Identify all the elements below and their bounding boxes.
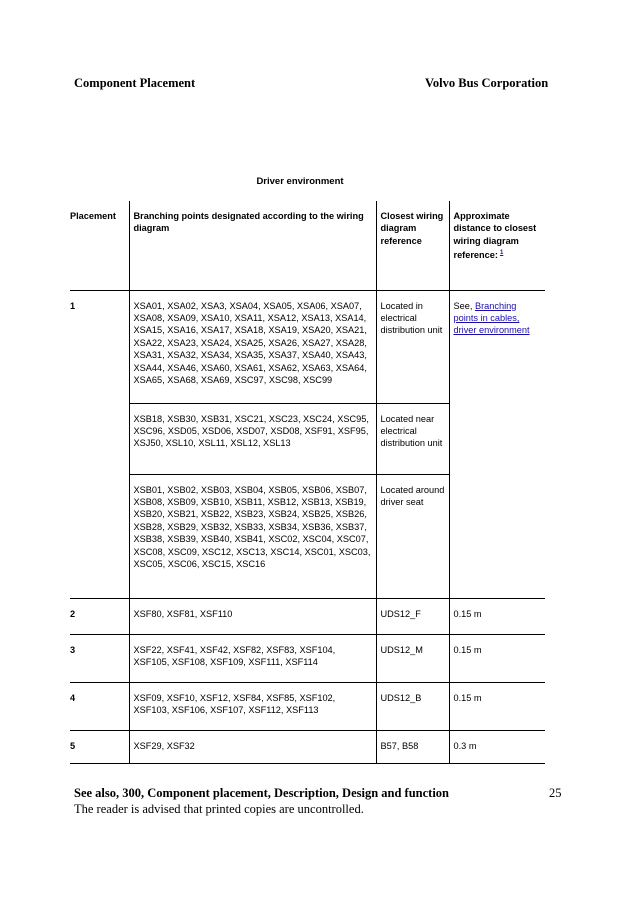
table-row — [70, 634, 545, 682]
table-row — [70, 290, 545, 403]
branching-cell: XSF80, XSF81, XSF110 — [129, 598, 376, 634]
uncontrolled-copy-notice: The reader is advised that printed copies are uncontrolled. — [74, 802, 364, 816]
placement-cell: 4 — [70, 682, 129, 730]
column-header-distance — [449, 201, 545, 290]
placement-cell: 1 — [70, 290, 129, 403]
column-header-distance-label: Approximate distance to closest wiring diagram reference: — [453, 211, 537, 261]
branching-cell: XSF29, XSF32 — [129, 730, 376, 763]
table-header-row — [70, 201, 545, 290]
distance-cell — [449, 474, 545, 598]
branching-cell: XSA01, XSA02, XSA3, XSA04, XSA05, XSA06, XSA07, XSA08, XSA09, XSA10, XSA11, XSA12, XSA13, XSA14, XSA15, XSA16, XSA17, XSA18, XSA19, XSA20, XSA21, XSA22, XSA23, XSA24, XSA25, XSA26, XSA27, XSA28, XSA31, XSA32, XSA34, XSA35, XSA37, XSA40, XSA43, XSA44, XSA46, XSA60, XSA61, XSA62, XSA63, XSA64, XSA65, XSA68, XSA69, XSC97, XSC98, XSC99 — [129, 290, 376, 403]
reference-cell: UDS12_B — [376, 682, 449, 730]
placement-table — [70, 201, 545, 764]
branching-cell: XSF09, XSF10, XSF12, XSF84, XSF85, XSF102, XSF103, XSF106, XSF107, XSF112, XSF113 — [129, 682, 376, 730]
distance-cell: 0.15 m — [449, 682, 545, 730]
reference-cell: UDS12_F — [376, 598, 449, 634]
distance-cell: 0.15 m — [449, 598, 545, 634]
placement-cell — [70, 403, 129, 474]
footnote-link[interactable]: 1 — [499, 250, 504, 257]
table-row — [70, 474, 545, 598]
reference-cell: UDS12_M — [376, 634, 449, 682]
distance-cell — [449, 403, 545, 474]
document-section-title: Component Placement — [74, 76, 196, 90]
placement-cell: 3 — [70, 634, 129, 682]
reference-cell: Located around driver seat — [376, 474, 449, 598]
column-header-reference: Closest wiring diagram reference — [376, 201, 449, 290]
see-also-line: See also, 300, Component placement, Description, Design and function — [74, 786, 450, 800]
see-prefix: See, — [453, 300, 475, 311]
distance-cell: 0.15 m — [449, 634, 545, 682]
placement-cell: 5 — [70, 730, 129, 763]
placement-cell — [70, 474, 129, 598]
distance-cell: 0.3 m — [449, 730, 545, 763]
branching-cell: XSB01, XSB02, XSB03, XSB04, XSB05, XSB06, XSB07, XSB08, XSB09, XSB10, XSB11, XSB12, XSB13, XSB19, XSB20, XSB21, XSB22, XSB23, XSB24, XSB25, XSB26, XSB28, XSB29, XSB32, XSB33, XSB34, XSB36, XSB37, XSB38, XSB39, XSB40, XSB41, XSC02, XSC04, XSC07, XSC08, XSC09, XSC12, XSC13, XSC14, XSC01, XSC03, XSC05, XSC06, XSC15, XSC16 — [129, 474, 376, 598]
table-row — [70, 730, 545, 763]
table-row — [70, 598, 545, 634]
reference-cell: Located in electrical distribution unit — [376, 290, 449, 403]
page-number: 25 — [549, 786, 562, 800]
company-name: Volvo Bus Corporation — [425, 76, 549, 90]
reference-cell: Located near electrical distribution unit — [376, 403, 449, 474]
table-row — [70, 682, 545, 730]
table-title: Driver environment — [256, 176, 344, 187]
placement-cell: 2 — [70, 598, 129, 634]
column-header-branching: Branching points designated according to the wiring diagram — [129, 201, 376, 290]
branching-cell: XSF22, XSF41, XSF42, XSF82, XSF83, XSF104, XSF105, XSF108, XSF109, XSF111, XSF114 — [129, 634, 376, 682]
branching-cell: XSB18, XSB30, XSB31, XSC21, XSC23, XSC24, XSC95, XSC96, XSD05, XSD06, XSD07, XSD08, XSF91, XSF95, XSJ50, XSL10, XSL11, XSL12, XSL13 — [129, 403, 376, 474]
branching-points-link[interactable]: Branching points in cables, driver environment — [453, 300, 530, 336]
distance-cell — [449, 290, 545, 403]
column-header-placement: Placement — [70, 211, 116, 221]
table-row — [70, 403, 545, 474]
reference-cell: B57, B58 — [376, 730, 449, 763]
